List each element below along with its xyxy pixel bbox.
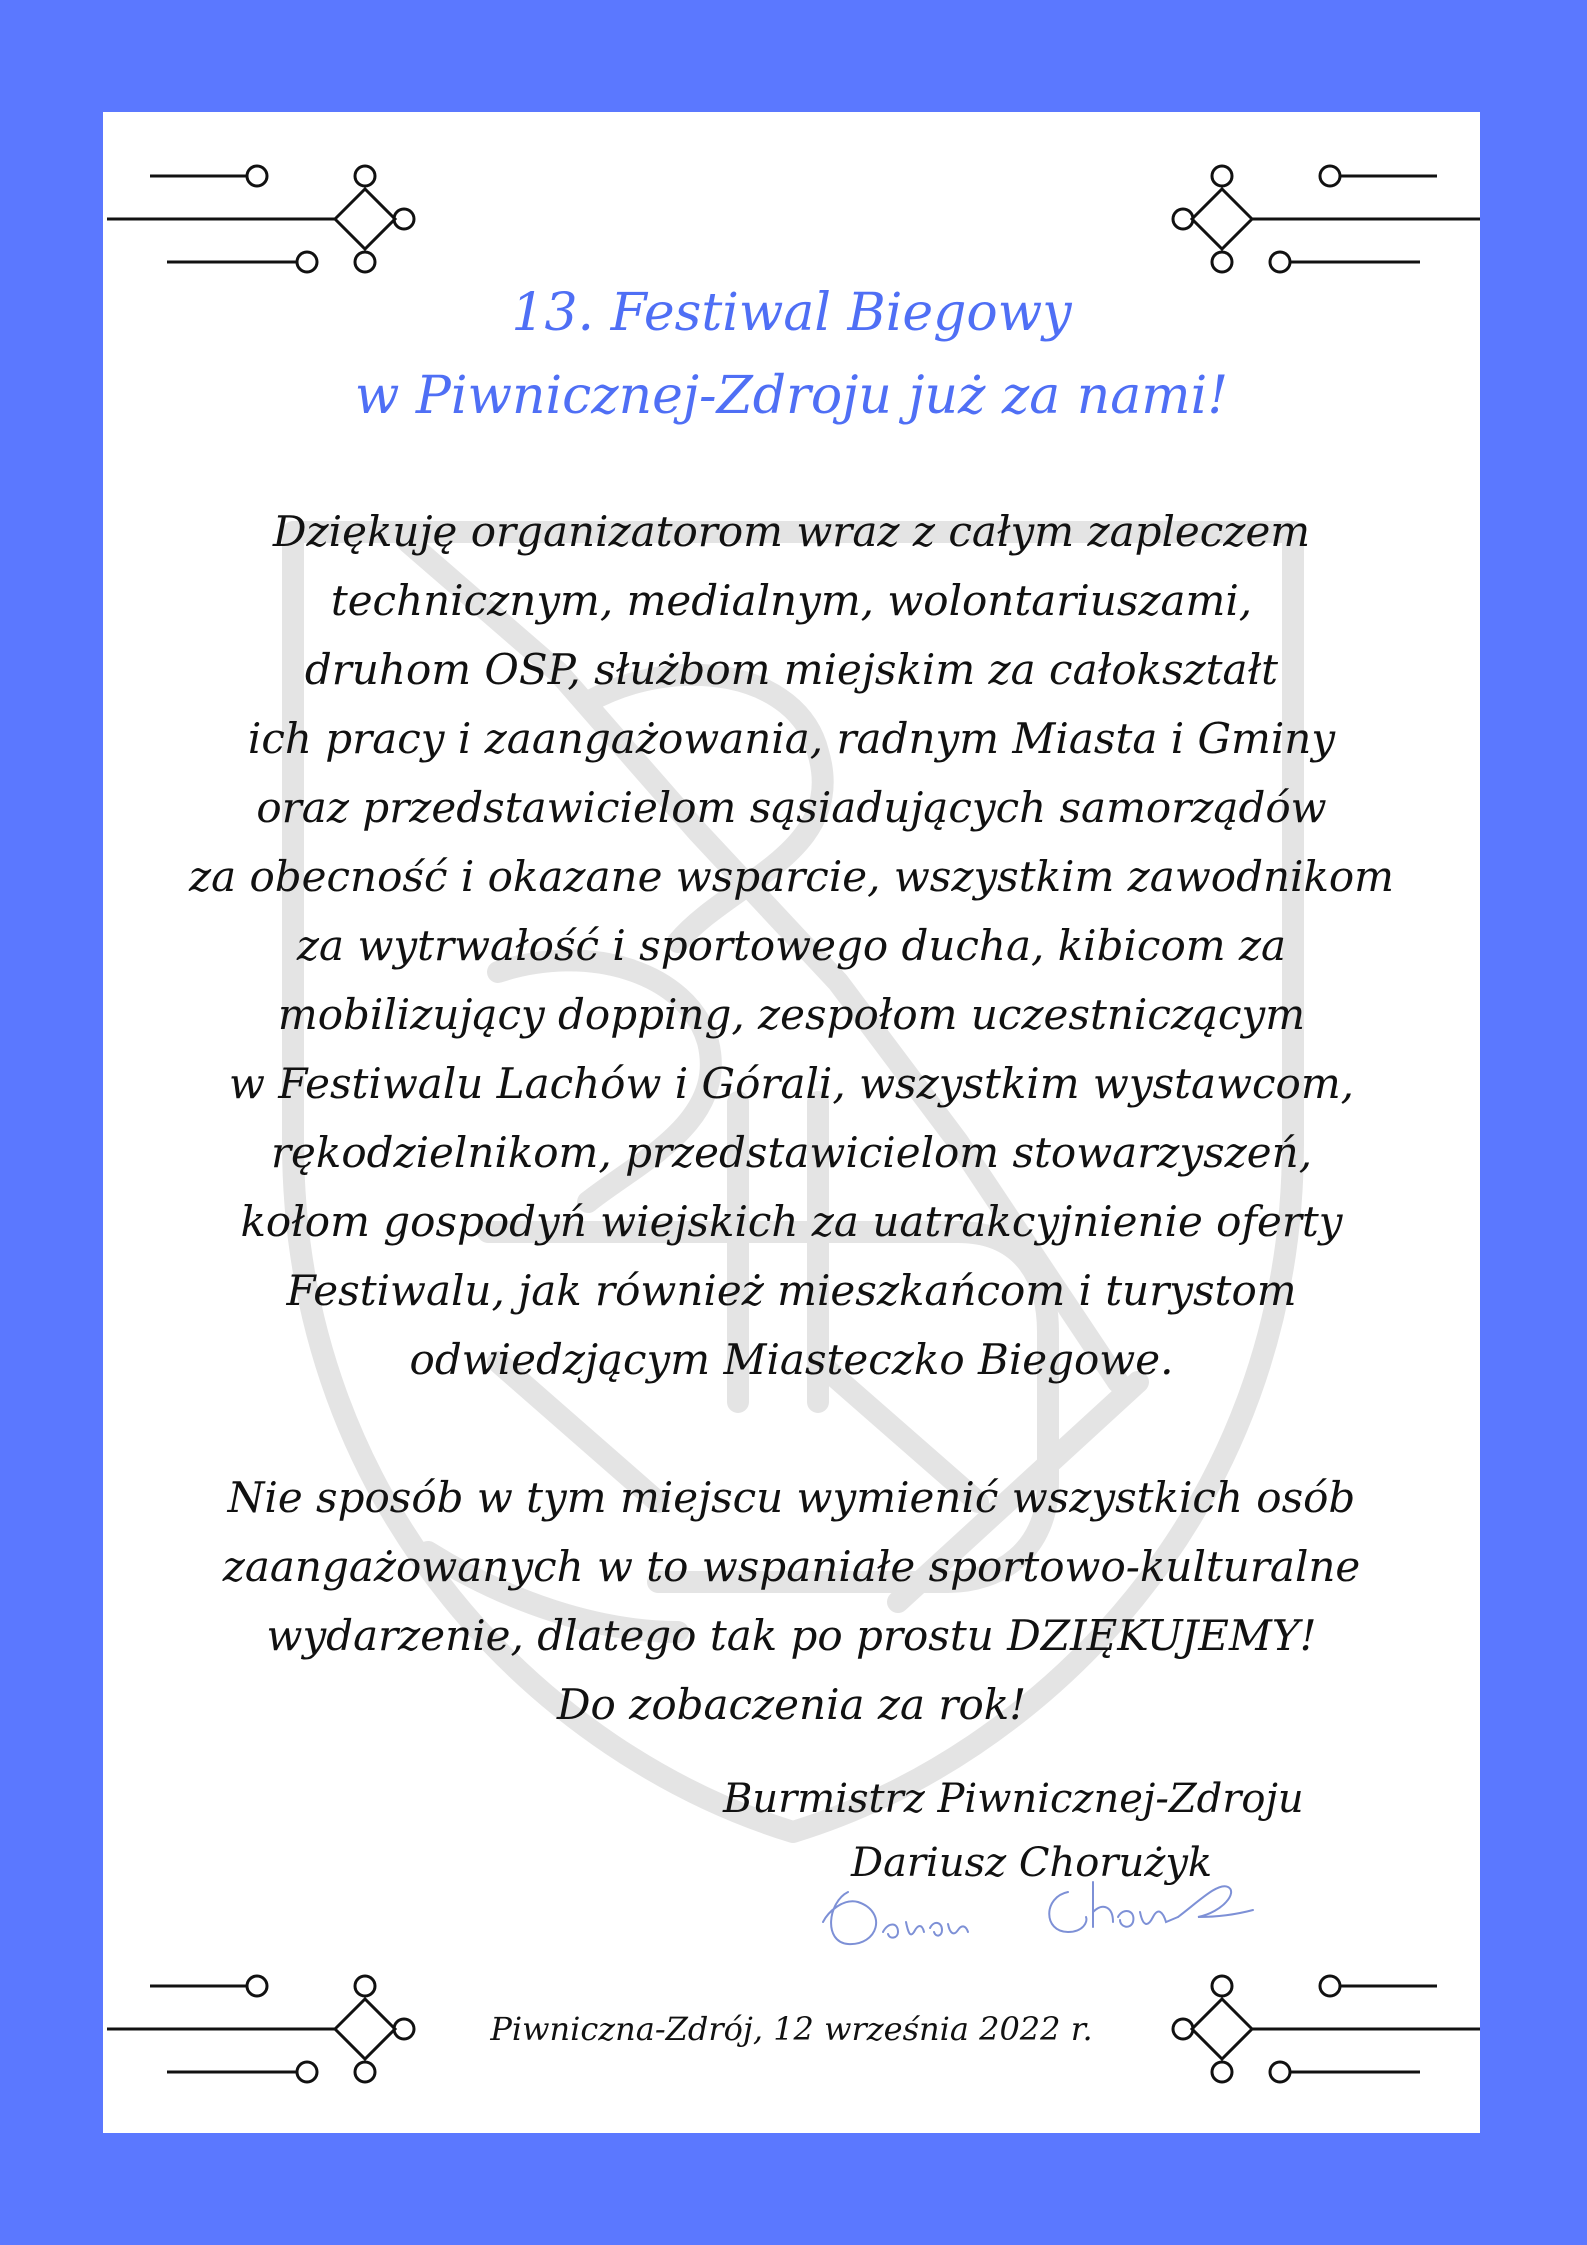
letter-title: [103, 272, 1480, 438]
body-line: wydarzenie, dlatego tak po prostu DZIĘKUJEMY!: [266, 1611, 1317, 1660]
body-line: za obecność i okazane wsparcie, wszystkim zawodnikom: [188, 852, 1395, 901]
letter-body: [103, 497, 1480, 1739]
body-line: technicznym, medialnym, wolontariuszami,: [330, 576, 1253, 625]
body-line: w Festiwalu Lachów i Górali, wszystkim wystawcom,: [228, 1059, 1355, 1108]
signature-title: Burmistrz Piwnicznej-Zdroju: [723, 1776, 1304, 1822]
letter-page: [103, 112, 1480, 2133]
paragraph-gap: [103, 1394, 1480, 1463]
body-line: Dziękuję organizatorom wraz z całym zapleczem: [272, 507, 1311, 556]
date-line: Piwniczna-Zdrój, 12 września 2022 r.: [490, 2010, 1093, 2048]
body-line: oraz przedstawicielom sąsiadujących samorządów: [256, 783, 1327, 832]
body-line: mobilizujący dopping, zespołom uczestniczącym: [277, 990, 1306, 1039]
signature-name: Dariusz Chorużyk: [851, 1840, 1213, 1886]
body-line: Festiwalu, jak również mieszkańcom i turystom: [286, 1266, 1297, 1315]
body-line: za wytrwałość i sportowego ducha, kibicom za: [296, 921, 1287, 970]
body-line: Nie sposób w tym miejscu wymienić wszystkich osób: [227, 1473, 1356, 1522]
handwritten-signature: [818, 1872, 1258, 1962]
body-line: druhom OSP, służbom miejskim za całokształt: [304, 645, 1279, 694]
body-line: zaangażowanych w to wspaniałe sportowo-kulturalne: [222, 1542, 1361, 1591]
body-line: rękodzielnikom, przedstawicielom stowarzyszeń,: [270, 1128, 1313, 1177]
title-line-2: w Piwnicznej-Zdroju już za nami!: [354, 366, 1229, 426]
body-line: Do zobaczenia za rok!: [556, 1680, 1027, 1729]
body-line: ich pracy i zaangażowania, radnym Miasta i Gminy: [247, 714, 1336, 763]
body-line: odwiedzjącym Miasteczko Biegowe.: [409, 1335, 1174, 1384]
title-line-1: 13. Festiwal Biegowy: [511, 283, 1072, 343]
corner-ornament-icon: [1170, 159, 1480, 279]
body-line: kołom gospodyń wiejskich za uatrakcyjnienie oferty: [240, 1197, 1343, 1246]
corner-ornament-icon: [107, 159, 417, 279]
